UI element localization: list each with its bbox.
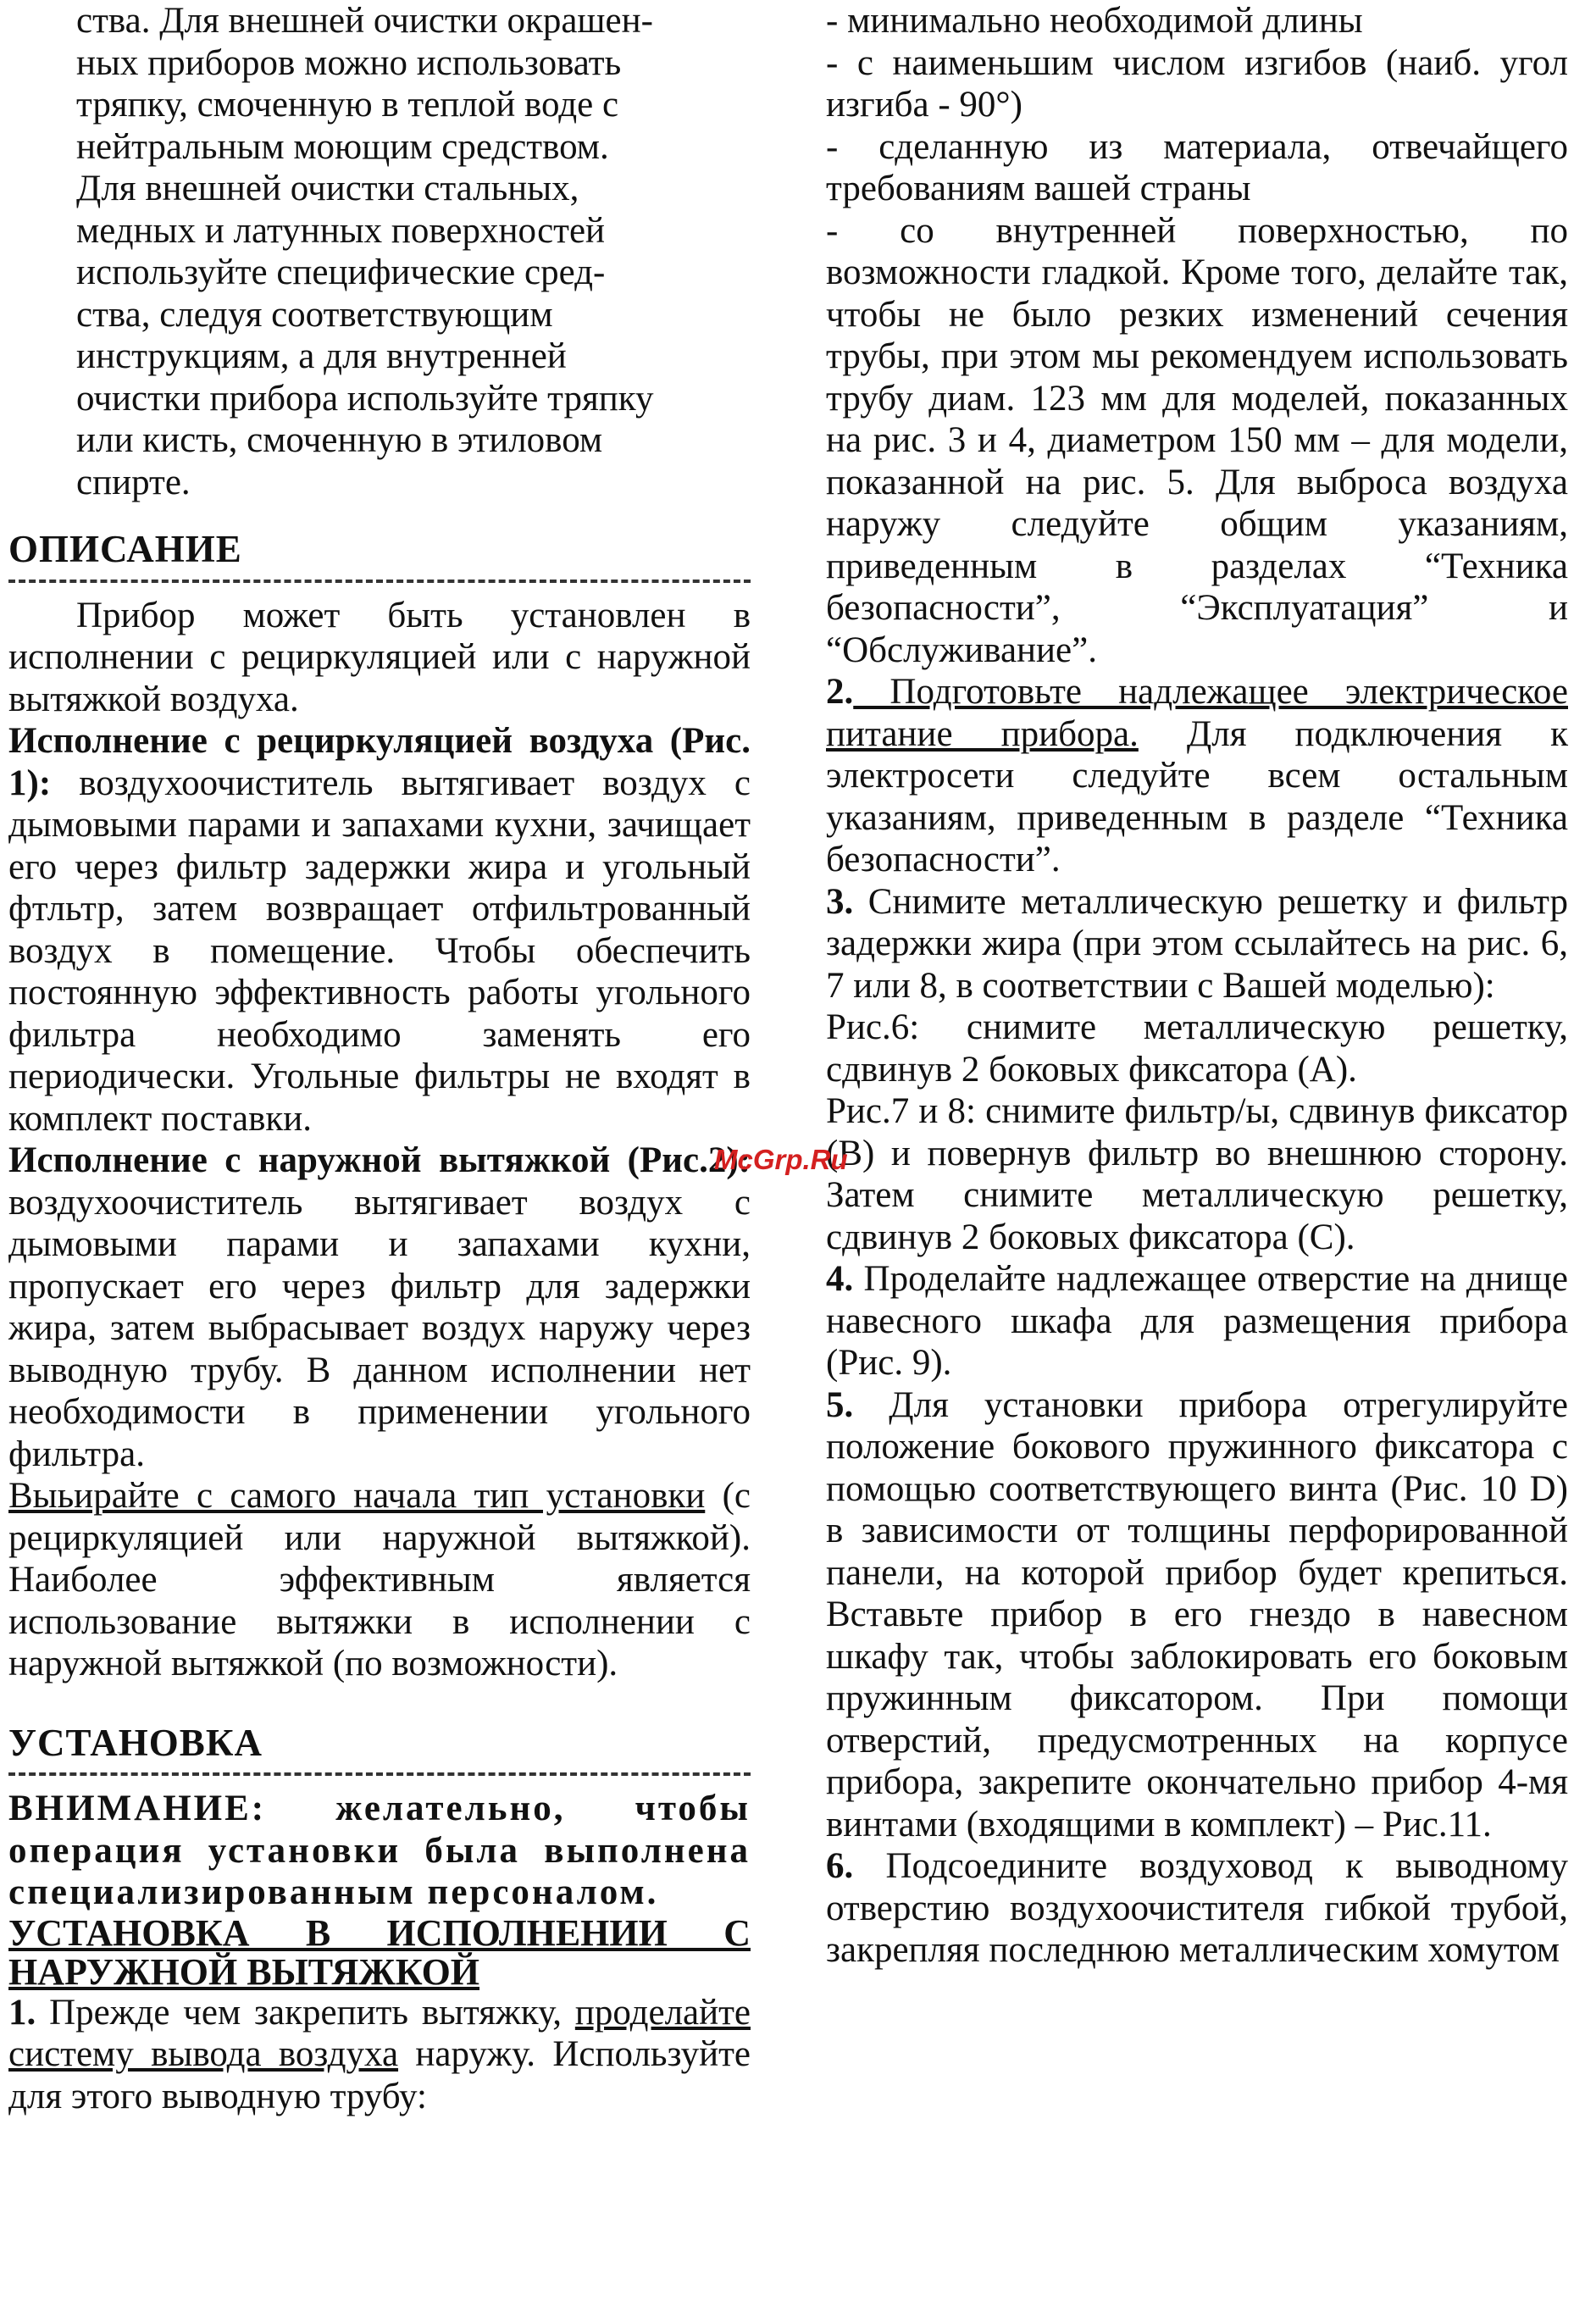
choose-type-text: (с рециркуляцией или наружной вытяжкой). Наиболее эффективным является использование вытяжки в исполнении с наружной вытяжкой (по возможности). — [8, 1476, 751, 1683]
step-1-text-end: наружу. Используйте для этого выводную трубу: — [8, 2034, 751, 2116]
step-5 — [826, 1384, 1568, 1846]
intro-line: ных приборов можно использовать — [76, 42, 622, 83]
heading-divider — [8, 580, 751, 583]
pipe-requirement: - с наименьшим числом изгибов (наиб. угол изгиба - 90°) — [826, 42, 1568, 125]
choose-type-paragraph — [8, 1475, 751, 1685]
right-column — [826, 0, 1568, 1972]
description-heading: ОПИСАНИЕ — [8, 528, 242, 570]
left-column — [8, 0, 751, 2117]
intro-line: ства. Для внешней очистки окрашен- — [76, 1, 653, 41]
step-number: 5. — [826, 1384, 854, 1425]
intro-line: ства, следуя соответствующим — [76, 294, 553, 335]
choose-type-underlined: Выьирайте с самого начала тип установки — [8, 1476, 706, 1516]
pipe-requirement: - сделанную из материала, отвечайщего требованиям вашей страны — [826, 126, 1568, 208]
step-number: 4. — [826, 1259, 854, 1299]
external-exhaust-paragraph — [8, 1140, 751, 1475]
step-4-text: Проделайте надлежащее отверстие на днище навесного шкафа для размещения прибора (Рис. 9). — [826, 1259, 1568, 1383]
step-1 — [8, 1992, 751, 2118]
step-6 — [826, 1845, 1568, 1972]
recirculation-paragraph — [8, 720, 751, 1140]
description-paragraph: Прибор может быть установлен в исполнении с рециркуляцией или с наружной вытяжкой воздуха. — [8, 595, 751, 719]
intro-line: инструкциям, а для внутренней — [76, 336, 567, 376]
pipe-requirement: - со внутренней поверхностью, по возможности гладкой. Кроме того, делайте так, чтобы не было резких изменений сечения трубы, при этом мы рекомендуем использовать трубу диам. 123 мм для моделей, показанных на рис. 3 и 4, диаметром 150 мм – для модели, показанной на рис. 5. Для выброса воздуха наружу следуйте общим указаниям, приведенным в разделах “Техника безопасности”, “Эксплуатация” и “Обслуживание”. — [826, 210, 1568, 670]
step-3-text: Снимите металлическую решетку и фильтр задержки жира (при этом ссылайтесь на рис. 6, 7 или 8, в соответствии с Вашей моделью): — [826, 881, 1568, 1006]
intro-line: медных и латунных поверхностей — [76, 210, 606, 251]
intro-line: нейтральным моющим средством. — [76, 126, 609, 167]
pipe-requirement: - минимально необходимой длины — [826, 1, 1363, 41]
external-exhaust-text: воздухоочиститель вытягивает воздух с дымовыми парами и запахами кухни, пропускает его через фильтр для задержки жира, затем выбрасывает воздух наружу через выводную трубу. В данном исполнении нет необходимости в применении угольного фильтра. — [8, 1182, 751, 1474]
heading-divider — [8, 1772, 751, 1776]
external-exhaust-title: Исполнение с наружной вытяжкой (Рис.2): — [8, 1140, 751, 1180]
intro-line: спирте. — [76, 462, 191, 502]
installation-heading: УСТАНОВКА — [8, 1721, 263, 1764]
intro-line: тряпку, смоченную в теплой воде с — [76, 85, 619, 125]
step-6-text: Подсоедините воздуховод к выводному отверстию воздухоочистителя гибкой трубой, закрепляя последнюю металлическим хомутом — [826, 1846, 1568, 1970]
step-3 — [826, 881, 1568, 1007]
step-5-text: Для установки прибора отрегулируйте положение бокового пружинного фиксатора с помощью соответствующего винта (Рис. 10 D) в зависимости от толщины перфорированной панели, на которой прибор будет крепиться. Вставьте прибор в его гнездо в навесном шкафу так, чтобы заблокировать его боковым пружинным фиксатором. При помощи отверстий, предусмотренных на корпусе прибора, закрепите окончательно прибор 4-мя винтами (входящими в комплект) – Рис.11. — [826, 1384, 1568, 1844]
step-number: 1. — [8, 1992, 36, 2033]
step-1-text: Прежде чем закрепить вытяжку, — [36, 1992, 575, 2033]
intro-line: используйте специфические сред- — [76, 252, 606, 292]
step-number: 2. — [826, 672, 854, 712]
installation-warning: ВНИМАНИЕ: желательно, чтобы операция установки была выполнена специализированным персоналом. — [8, 1789, 751, 1912]
site-watermark: McGrp.Ru — [714, 1144, 848, 1175]
figure-7-8-note: Рис.7 и 8: снимите фильтр/ы, сдвинув фиксатор (В) и повернув фильтр во внешнюю сторону. Затем снимите металлическую решетку, сдвинув 2 боковых фиксатора (С). — [826, 1091, 1568, 1257]
intro-line: или кисть, смоченную в этиловом — [76, 420, 603, 460]
external-install-heading: УСТАНОВКА В ИСПОЛНЕНИИ С НАРУЖНОЙ ВЫТЯЖКОЙ — [8, 1911, 751, 1993]
figure-6-note: Рис.6: снимите металлическую решетку, сдвинув 2 боковых фиксатора (А). — [826, 1007, 1568, 1090]
step-4 — [826, 1258, 1568, 1384]
step-2 — [826, 671, 1568, 881]
intro-line: очистки прибора используйте тряпку — [76, 378, 654, 419]
recirculation-title: Исполнение с рециркуляцией воздуха (Рис. 1): — [8, 721, 751, 803]
cleaning-intro — [8, 0, 751, 503]
step-1-underlined: проделайте систему вывода воздуха — [8, 1992, 751, 2074]
step-number: 6. — [826, 1846, 854, 1886]
intro-line: Для внешней очистки стальных, — [76, 169, 579, 208]
step-2-text: Для подключения к электросети следуйте всем остальным указаниям, приведенным в разделе “Техника безопасности”. — [826, 713, 1568, 879]
step-number: 3. — [826, 881, 854, 922]
step-2-underlined: Подготовьте надлежащее электрическое питание прибора. — [826, 672, 1568, 754]
recirculation-text: воздухоочиститель вытягивает воздух с дымовыми парами и запахами кухни, зачищает его через фильтр задержки жира и угольный фтльтр, затем возвращает отфильтрованный воздух в помещение. Чтобы обеспечить постоянную эффективность работы угольного фильтра необходимо заменять его периодически. Угольные фильтры не входят в комплект поставки. — [8, 763, 751, 1139]
